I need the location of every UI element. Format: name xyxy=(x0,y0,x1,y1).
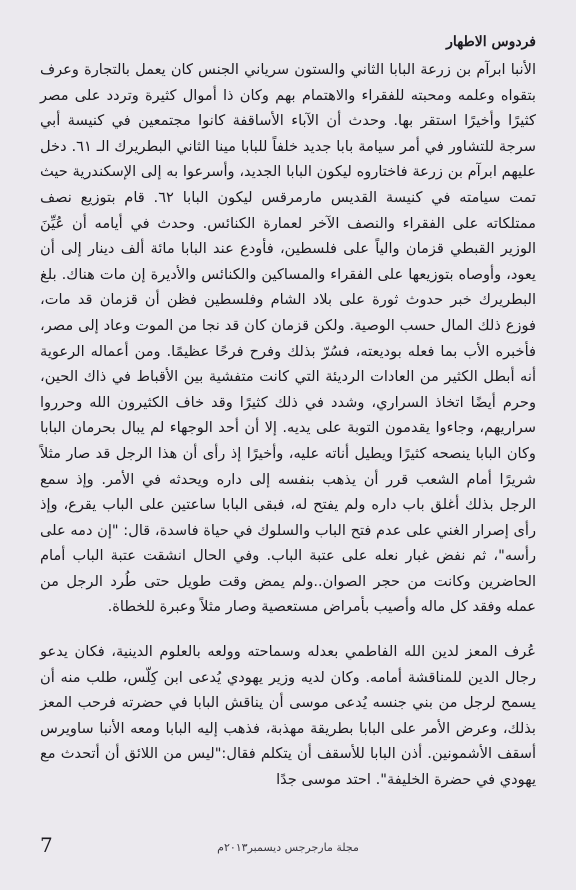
paragraph: الأنبا ابرآم بن زرعة البابا الثاني والستون سرياني الجنس كان يعمل بالتجارة وعرف بتقواه وعلمه ومحبته للفقراء والاهتمام بهم وكان ذا أموال كثيرة وتردد على مصر كثيرًا وأخيرًا استقر بها. وحدث أن الآباء الأساقفة كانوا مجتمعين في كنيسة أبي سرجة للتشاور في أمر سيامة بابا جديد خلفاً للبابا مينا الثاني البطريرك الـ ٦١. دخل عليهم ابرآم بن زرعة فاختاروه ليكون البابا الجديد، وأسرعوا به إلى الإسكندرية حيث تمت سيامته في كنيسة القديس مارمرقس ليكون البابا ٦٢. قام بتوزيع نصف ممتلكاته على الفقراء والنصف الآخر لعمارة الكنائس. وحدث في أيامه أن عُيِّنَ الوزير القبطي قزمان والياً على فلسطين، فأودع عند البابا مائة ألف دينار إلى أن يعود، وأوصاه بتوزيعها على الفقراء والمساكين والكنائس والأديرة إن مات هناك. بلغ البطريرك خبر حدوث ثورة على بلاد الشام وفلسطين فظن أن قزمان قد مات، فوزع ذلك المال حسب الوصية. ولكن قزمان كان قد نجا من الموت وعاد إلى مصر، فأخبره الأب بما فعله بوديعته، فسُرّ بذلك وفرح فرحًا عظيمًا. ومن أعماله الرعوية أنه أبطل الكثير من العادات الرديئة التي كانت متفشية بين الأقباط في ذاك الحين، وحرم أيضًا اتخاذ السراري، وشدد في ذلك كثيرًا وقد خاف الكثيرون الله وحرروا سراريهم، وجاءوا يقدمون التوبة على يديه. إلا أن أحد الوجهاء لم يبال بحرمان البابا وكان البابا ينصحه كثيرًا ويطيل أناته عليه، وأخيرًا إذ رأى أن هذا الرجل قد صار مثلاً شريرًا أمام الشعب قرر أن يذهب بنفسه إلى داره ويحدثه في الأمر. وإذ سمع الرجل بذلك أغلق باب داره ولم يفتح له، فبقى البابا ساعتين على الباب يقرع، وإذ رأى إصرار الغني على عدم فتح الباب والسلوك في حياة فاسدة، قال: "إن دمه على رأسه"، ثم نفض غبار نعله على عتبة الباب. وفي الحال انشقت عتبة الباب أمام الحاضرين وكانت من حجر الصوان..ولم يمض وقت طويل حتى طُرد الرجل من عمله وفقد كل ماله وأصيب بأمراض مستعصية وصار مثلاً وعبرة للخطاة. xyxy=(40,61,536,616)
running-title: فردوس الاطهار xyxy=(446,34,536,50)
paragraph: عُرف المعز لدين الله الفاطمي بعدله وسماحته وولعه بالعلوم الدينية، فكان يدعو رجال الدين للمناقشة أمامه. وكان لديه وزير يهودي يُدعى ابن كِلّس، طلب منه أن يسمح لرجل من بني جنسه يُدعى موسى أن يناقش البابا في حضرته فرحب المعز بذلك، وعرض الأمر على البابا بطريقة مهذبة، فذهب إليه البابا ومعه الأنبا ساويرس أسقف الأشمونين. أذن البابا للأسقف أن يتكلم فقال:"ليس من اللائق أن أتحدث مع يهودي في حضرة الخليفة". احتد موسى جدًا xyxy=(40,643,536,789)
page-number: 7 xyxy=(40,833,53,857)
article-body xyxy=(40,57,536,793)
magazine-issue-footer: مجلة مارجرجس ديسمبر٢٠١٣م xyxy=(217,841,359,854)
